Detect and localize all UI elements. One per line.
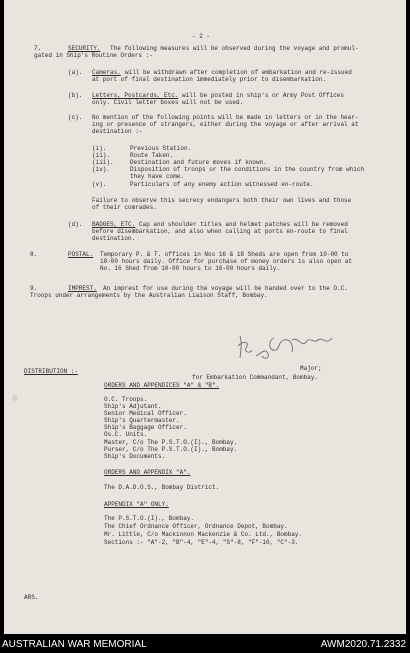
distribution-group-heading: ORDERS AND APPENDIX "A".	[104, 469, 191, 476]
list-item: Master, C/o The P.S.T.O.(I)., Bombay.	[104, 439, 238, 446]
list-item: Ship's Baggage Officer.	[104, 424, 187, 431]
handwritten-signature	[232, 326, 342, 366]
section-text: Troops under arrangements by the Australian Liaison Staff, Bombay.	[30, 292, 268, 299]
subitem-heading: Letters, Postcards, Etc.	[92, 92, 179, 99]
subitem-heading: Cameras.	[92, 69, 121, 76]
page-number: - 2 -	[192, 33, 211, 40]
typist-initials: ARS.	[24, 594, 39, 601]
list-item: The D.A.D.O.S., Bombay District.	[104, 484, 220, 491]
subitem-text: destination :-	[92, 128, 143, 135]
list-item: Ship's Quartermaster.	[104, 417, 180, 424]
list-item: Ship's Documents.	[104, 453, 166, 460]
list-item-text: Disposition of troops or the conditions in the country from which	[130, 166, 365, 173]
subitem-label: (a).	[68, 69, 83, 76]
list-item-number: (ii).	[92, 152, 111, 159]
list-item-number: (iv).	[92, 166, 111, 173]
list-item-text: they have come.	[130, 173, 185, 180]
section-heading: IMPREST.	[68, 285, 97, 292]
section-number: 9.	[30, 285, 38, 292]
section-text: No. 16 Shed from 10-00 hours to 16-00 hours daily.	[100, 265, 281, 272]
list-item-number: (iii).	[92, 159, 114, 166]
list-item: O.C. Troops.	[104, 396, 148, 403]
distribution-group-heading: APPENDIX "A" ONLY.	[104, 501, 169, 508]
subitem-text: before disembarkation, and also when calling at ports en-route to final	[92, 228, 348, 235]
list-item-number: (i).	[92, 145, 107, 152]
footer-source-label: AUSTRALIAN WAR MEMORIAL	[2, 639, 147, 650]
subitem-text: No mention of the following points will be made in letters or in the hear-	[92, 114, 359, 121]
section-heading: POSTAL.	[68, 251, 94, 258]
signature-rank: Major;	[300, 365, 322, 372]
list-item: The P.S.T.O.(I)., Bombay.	[104, 515, 195, 522]
list-item: Ship's Adjutant.	[104, 403, 162, 410]
archive-footer-bar	[0, 634, 410, 653]
list-item: Os.C. Units.	[104, 431, 148, 438]
distribution-heading: DISTRIBUTION :-	[24, 368, 79, 375]
subitem-text: Failure to observe this secrecy endangers both their own lives and those	[92, 197, 352, 204]
list-item: Sections :- "A"-2, "B"-4, "E"-4, "S"-8, "F"-10, "C"-3.	[104, 539, 299, 546]
list-item: Purser, C/o The P.S.T.O.(I)., Bombay.	[104, 446, 238, 453]
subitem-text: destination.	[92, 235, 136, 242]
subitem-label: (b).	[68, 92, 83, 99]
document-page	[4, 0, 406, 634]
section-text: The following measures will be observed during the voyage and promul-	[110, 45, 359, 52]
list-item-text: Previous Station.	[130, 145, 192, 152]
section-text: An imprest for use during the voyage will be handed over to the O.C.	[103, 285, 348, 292]
subitem-text: will be posted in ship's or Army Post Offices	[182, 92, 345, 99]
list-item-text: Destination and future moves if known.	[130, 159, 267, 166]
subitem-text: at port of final destination immediately prior to disembarkation.	[92, 76, 327, 83]
section-number: 7.	[34, 45, 42, 52]
subitem-text: only. Civil letter boxes will not be used.	[92, 99, 244, 106]
distribution-group-heading: ORDERS AND APPENDICES "A" & "B".	[104, 382, 220, 389]
subitem-text: ing or presence of strangers, either during the voyage or after arrival at	[92, 121, 359, 128]
section-text: Temporary P. & T. offices in Nos 16 & 18 Sheds are open from 10-00 to	[100, 251, 349, 258]
list-item-number: (v).	[92, 181, 107, 188]
signature-title: for Embarkation Commandant, Bombay.	[192, 374, 319, 381]
punch-hole	[12, 395, 18, 401]
subitem-heading: BADGES, ETC.	[92, 221, 136, 228]
list-item-text: Particulars of any enemy action witnessed en-route.	[130, 181, 314, 188]
section-text: 18-00 hours daily. Office for purchase of money orders is also open at	[100, 258, 353, 265]
subitem-text: will be withdrawn after completion of embarkation and re-issued	[125, 69, 352, 76]
section-number: 8.	[30, 251, 38, 258]
list-item-text: Route Taken.	[130, 152, 174, 159]
footer-accession-number: AWM2020.71.2332	[320, 639, 406, 650]
subitem-label: (d).	[68, 221, 83, 228]
list-item: Mr. Little, C/o Mackinnon Mackenzie & Co. Ltd., Bombay.	[104, 531, 303, 538]
list-item: Senior Medical Officer.	[104, 410, 187, 417]
section-text: gated in Ship's Routine Orders :-	[34, 52, 153, 59]
subitem-label: (c).	[68, 114, 83, 121]
subitem-text: Cap and shoulder titles and helmet patches will be removed	[139, 221, 348, 228]
section-heading: SECURITY.	[68, 45, 101, 52]
subitem-text: of their comrades.	[92, 204, 157, 211]
list-item: The Chief Ordnance Officer, Ordnance Depot, Bombay.	[104, 523, 288, 530]
